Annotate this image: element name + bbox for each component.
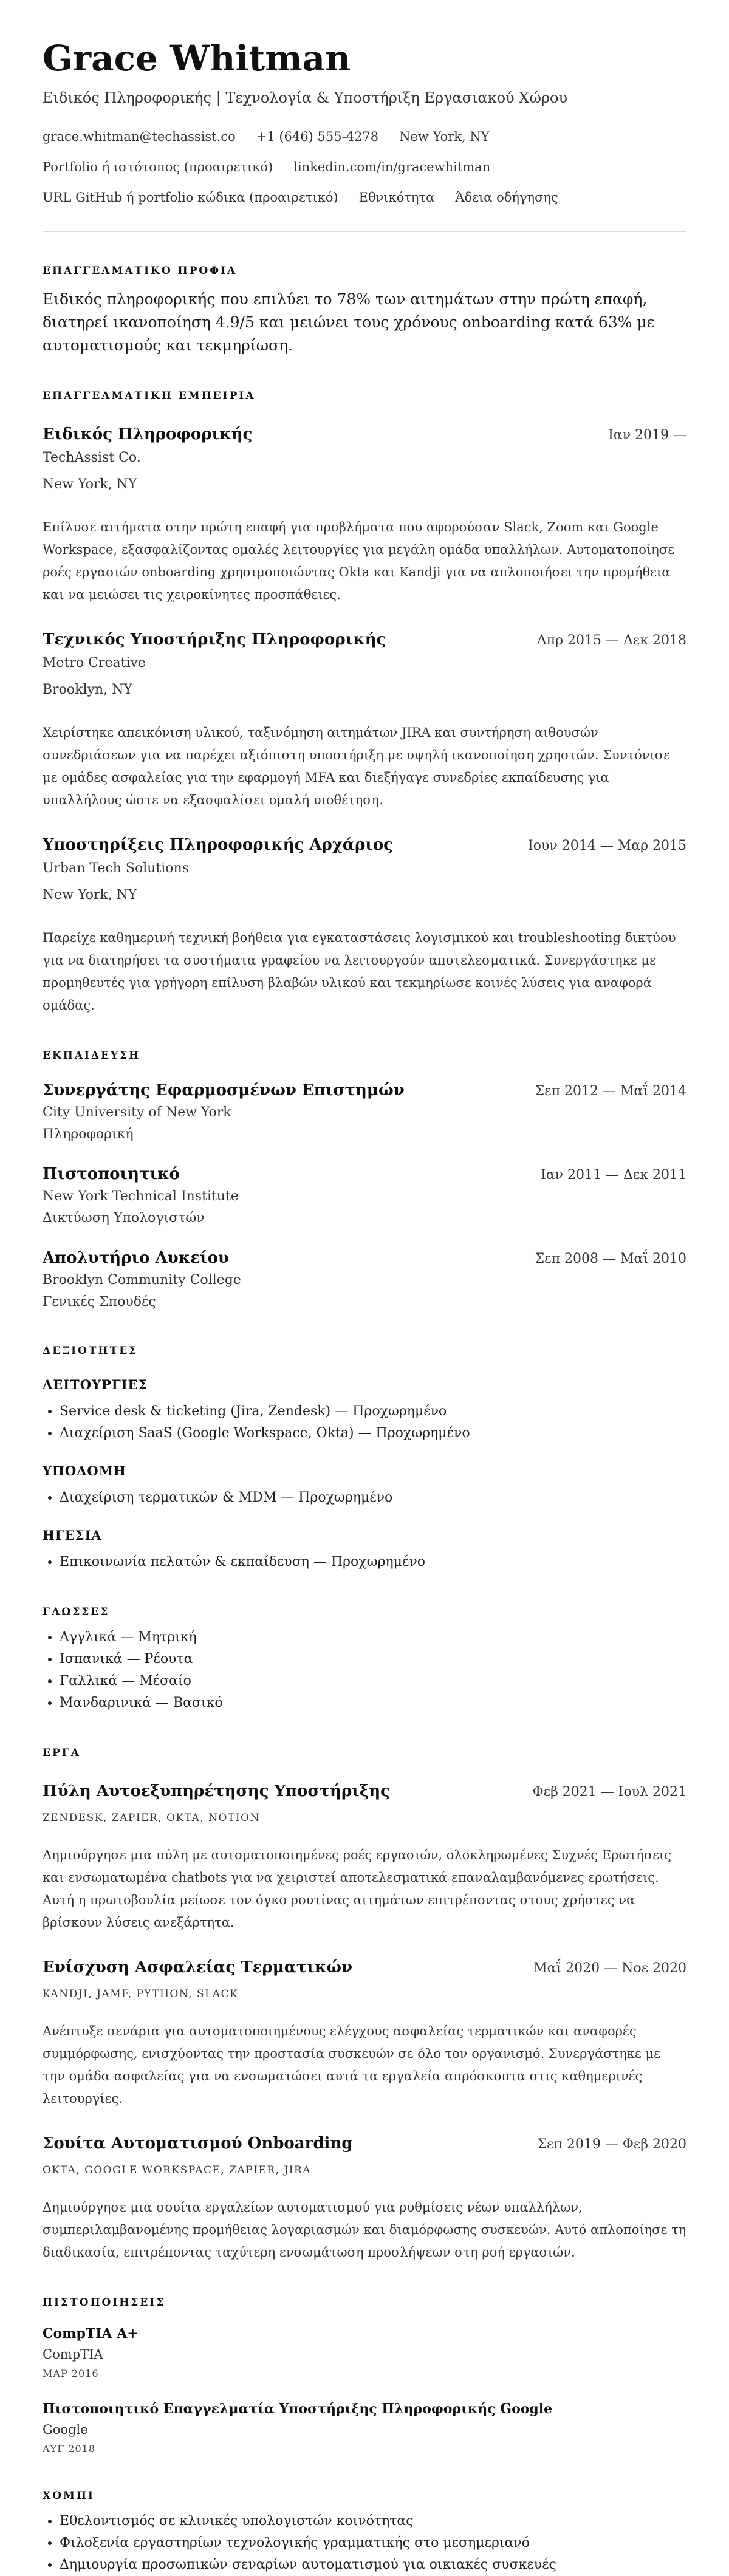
contact-row-1: [43, 128, 686, 146]
skill-list: [43, 1551, 686, 1573]
certification-name: Πιστοποιητικό Επαγγελματία Υποστήριξης Πληροφορικής Google: [43, 2401, 553, 2417]
driving-license: Άδεια οδήγησης: [455, 190, 558, 205]
education-dates: Ιαν 2011 — Δεκ 2011: [541, 1167, 686, 1183]
job-title: Ειδικός Πληροφορικής: [43, 425, 253, 443]
experience-entry: [43, 629, 686, 811]
project-tech: ZENDESK, ZAPIER, OKTA, NOTION: [43, 1812, 260, 1824]
school-name: City University of New York: [43, 1105, 231, 1120]
skill-group-title: ΗΓΕΣΙΑ: [43, 1528, 102, 1543]
language-item: • Μανδαρινικά — Βασικό: [60, 1692, 686, 1714]
degree-title: Πιστοποιητικό: [43, 1165, 180, 1183]
contact-row-3: [43, 188, 686, 207]
certification-issuer: CompTIA: [43, 2347, 103, 2362]
section-title-education: ΕΚΠΑΙΔΕΥΣΗ: [43, 1050, 141, 1062]
project-tech: KANDJI, JAMF, PYTHON, SLACK: [43, 1988, 239, 2000]
skill-item: • Service desk & ticketing (Jira, Zendesk) — Προχωρημένο: [60, 1401, 686, 1423]
job-description: Χειρίστηκε απεικόνιση υλικού, ταξινόμηση αιτημάτων JIRA και συντήρηση αιθουσών συνεδριάσεων για να παρέχει αξιόπιστη υποστήριξη με υψηλή ικανοποίηση χρηστών. Συντόνισε με ομάδες ασφαλείας για την εφαρμογή MFA και διεξήγαγε συνεδρίες εκπαίδευσης για υπαλλήλους ώστε να εξασφαλίσει ομαλή υιοθέτηση.: [43, 725, 671, 807]
company-name: Metro Creative: [43, 655, 146, 671]
location: New York, NY: [399, 129, 490, 144]
language-item: • Ισπανικά — Ρέουτα: [60, 1648, 686, 1670]
education-entry: [43, 1080, 686, 1144]
experience-entry: [43, 424, 686, 606]
section-title-skills: ΔΕΞΙΟΤΗΤΕΣ: [43, 1345, 139, 1357]
certification-name: CompTIA A+: [43, 2326, 139, 2342]
summary-text: Ειδικός πληροφορικής που επιλύει το 78% των αιτημάτων στην πρώτη επαφή, διατηρεί ικανοποίηση 4.9/5 και μειώνει τους χρόνους onboarding κατά 63% με αυτοματισμούς και τεκμηρίωση.: [43, 290, 655, 354]
company-name: TechAssist Co.: [43, 450, 141, 465]
job-dates: Απρ 2015 — Δεκ 2018: [536, 633, 686, 648]
education-dates: Σεπ 2008 — Μαΐ 2010: [535, 1251, 686, 1266]
certification-entry: [43, 2400, 686, 2457]
project-description: Δημιούργησε μια πύλη με αυτοματοποιημένες ροές εργασιών, ολοκληρωμένες Συχνές Ερωτήσεις και ενσωματωμένα chatbots για να χειριστεί αποτελεσματικά επαναλαμβανόμενες ερωτήσεις. Αυτή η πρωτοβουλία μείωσε τον όγκο ρουτίνας αιτημάτων επιτρέποντας στους χρήστες να βρίσκουν λύσεις ανεξάρτητα.: [43, 1848, 672, 1930]
header-divider: [43, 231, 686, 232]
project-name: Σουίτα Αυτοματισμού Onboarding: [43, 2134, 353, 2153]
project-entry: [43, 1957, 686, 2110]
certification-date: ΜΑΡ 2016: [43, 2368, 99, 2379]
hobby-list: [43, 2510, 686, 2576]
phone-number[interactable]: +1 (646) 555-4278: [256, 129, 379, 144]
skill-item: • Διαχείριση SaaS (Google Workspace, Okta) — Προχωρημένο: [60, 1423, 686, 1444]
section-title-certifications: ΠΙΣΤΟΠΟΙΗΣΕΙΣ: [43, 2297, 166, 2309]
education-list: [43, 1080, 686, 1312]
skill-list: [43, 1487, 686, 1509]
job-description: Παρείχε καθημερινή τεχνική βοήθεια για εγκαταστάσεις λογισμικού και troubleshooting δικτύου για να διατηρήσει τα συστήματα γραφείου να λειτουργούν αποτελεσματικά. Συνεργάστηκε με προμηθευτές για γρήγορη επίλυση βλαβών υλικού και τεκμηρίωσε κοινές λύσεις για αναφορά ομάδας.: [43, 931, 676, 1013]
portfolio-link[interactable]: Portfolio ή ιστότοπος (προαιρετικό): [43, 160, 273, 174]
github-link[interactable]: URL GitHub ή portfolio κώδικα (προαιρετικό): [43, 190, 338, 205]
job-dates: Ιαν 2019 —: [608, 428, 686, 443]
project-name: Ενίσχυση Ασφαλείας Τερματικών: [43, 1958, 353, 1976]
field-of-study: Γενικές Σπουδές: [43, 1294, 156, 1310]
certification-issuer: Google: [43, 2422, 88, 2437]
job-location: Brooklyn, NY: [43, 682, 132, 697]
job-title: Υποστηρίξεις Πληροφορικής Αρχάριος: [43, 836, 393, 854]
language-item: • Γαλλικά — Μέσαίο: [60, 1670, 686, 1692]
contact-row-2: [43, 158, 686, 176]
project-entry: [43, 1781, 686, 1934]
skill-item: • Επικοινωνία πελατών & εκπαίδευση — Προχωρημένο: [60, 1551, 686, 1573]
project-dates: Σεπ 2019 — Φεβ 2020: [537, 2137, 686, 2152]
field-of-study: Δικτύωση Υπολογιστών: [43, 1211, 205, 1226]
skill-group-title: ΥΠΟΔΟΜΗ: [43, 1463, 126, 1478]
hobby-item: • Δημιουργία προσωπικών σεναρίων αυτοματισμού για οικιακές συσκευές: [60, 2554, 686, 2576]
school-name: Brooklyn Community College: [43, 1273, 241, 1288]
hobby-item: • Εθελοντισμός σε κλινικές υπολογιστών κοινότητας: [60, 2510, 686, 2532]
project-dates: Φεβ 2021 — Ιουλ 2021: [532, 1785, 686, 1800]
project-dates: Μαΐ 2020 — Νοε 2020: [533, 1961, 686, 1976]
project-description: Δημιούργησε μια σουίτα εργαλείων αυτοματισμού για ρυθμίσεις νέων υπαλλήλων, συμπεριλαμβανομένης προμήθειας λογαριασμών και διαμόρφωσης συσκευών. Αυτό απλοποίησε τη διαδικασία, επιτρέποντας ταχύτερη ενσωμάτωση προσλήψεων στη ροή εργασιών.: [43, 2200, 686, 2260]
candidate-name: Grace Whitman: [43, 38, 351, 79]
project-description: Ανέπτυξε σενάρια για αυτοματοποιημένους ελέγχους ασφαλείας τερματικών και αναφορές συμμόρφωσης, ενισχύοντας την προστασία συσκευών σε όλο τον οργανισμό. Συνεργάστηκε με την ομάδα ασφαλείας για να ενσωματώσει αυτά τα εργαλεία απρόσκοπτα στις καθημερινές λειτουργίες.: [43, 2024, 660, 2106]
degree-title: Συνεργάτης Εφαρμοσμένων Επιστημών: [43, 1081, 405, 1099]
company-name: Urban Tech Solutions: [43, 861, 189, 876]
section-title-hobbies: ΧΟΜΠΙ: [43, 2490, 95, 2502]
project-name: Πύλη Αυτοεξυπηρέτησης Υποστήριξης: [43, 1782, 390, 1800]
education-entry: [43, 1248, 686, 1312]
section-title-experience: ΕΠΑΓΓΕΛΜΑΤΙΚΗ ΕΜΠΕΙΡΙΑ: [43, 390, 256, 402]
section-title-summary: ΕΠΑΓΓΕΛΜΑΤΙΚΟ ΠΡΟΦΙΛ: [43, 265, 238, 277]
education-dates: Σεπ 2012 — Μαΐ 2014: [535, 1084, 686, 1099]
job-description: Επίλυσε αιτήματα στην πρώτη επαφή για προβλήματα που αφορούσαν Slack, Zoom και Google Workspace, εξασφαλίζοντας ομαλές λειτουργίες για μεγάλη ομάδα υπαλλήλων. Αυτοματοποίησε ροές εργασιών onboarding χρησιμοποιώντας Okta και Kandji για να απλοποιήσει την προμήθεια και να μειώσει τις χειροκίνητες προσπάθειες.: [43, 520, 674, 602]
certification-date: ΑΥΓ 2018: [43, 2443, 96, 2455]
job-title: Τεχνικός Υποστήριξης Πληροφορικής: [43, 630, 386, 649]
skill-group-title: ΛΕΙΤΟΥΡΓΙΕΣ: [43, 1377, 148, 1392]
job-location: New York, NY: [43, 887, 137, 903]
certification-entry: [43, 2325, 686, 2382]
job-location: New York, NY: [43, 477, 137, 492]
degree-title: Απολυτήριο Λυκείου: [43, 1249, 229, 1267]
section-title-languages: ΓΛΩΣΣΕΣ: [43, 1606, 110, 1618]
job-dates: Ιουν 2014 — Μαρ 2015: [528, 838, 686, 853]
language-item: • Αγγλικά — Μητρική: [60, 1627, 686, 1648]
headline: Ειδικός Πληροφορικής | Τεχνολογία & Υποστήριξη Εργασιακού Χώρου: [43, 89, 568, 106]
linkedin-link[interactable]: linkedin.com/in/gracewhitman: [293, 160, 491, 174]
school-name: New York Technical Institute: [43, 1189, 239, 1204]
hobby-item: • Φιλοξενία εργαστηρίων τεχνολογικής γραμματικής στο μεσημεριανό: [60, 2532, 686, 2554]
project-entry: [43, 2133, 686, 2264]
project-list: [43, 1781, 686, 2264]
field-of-study: Πληροφορική: [43, 1127, 134, 1142]
experience-entry: [43, 835, 686, 1017]
section-title-projects: ΕΡΓΑ: [43, 1747, 81, 1759]
skill-list: [43, 1401, 686, 1444]
nationality: Εθνικότητα: [358, 190, 435, 205]
skill-item: • Διαχείριση τερματικών & MDM — Προχωρημένο: [60, 1487, 686, 1509]
education-entry: [43, 1164, 686, 1228]
project-tech: OKTA, GOOGLE WORKSPACE, ZAPIER, JIRA: [43, 2164, 312, 2176]
email-link[interactable]: grace.whitman@techassist.co: [43, 129, 236, 144]
language-list: [43, 1627, 686, 1714]
